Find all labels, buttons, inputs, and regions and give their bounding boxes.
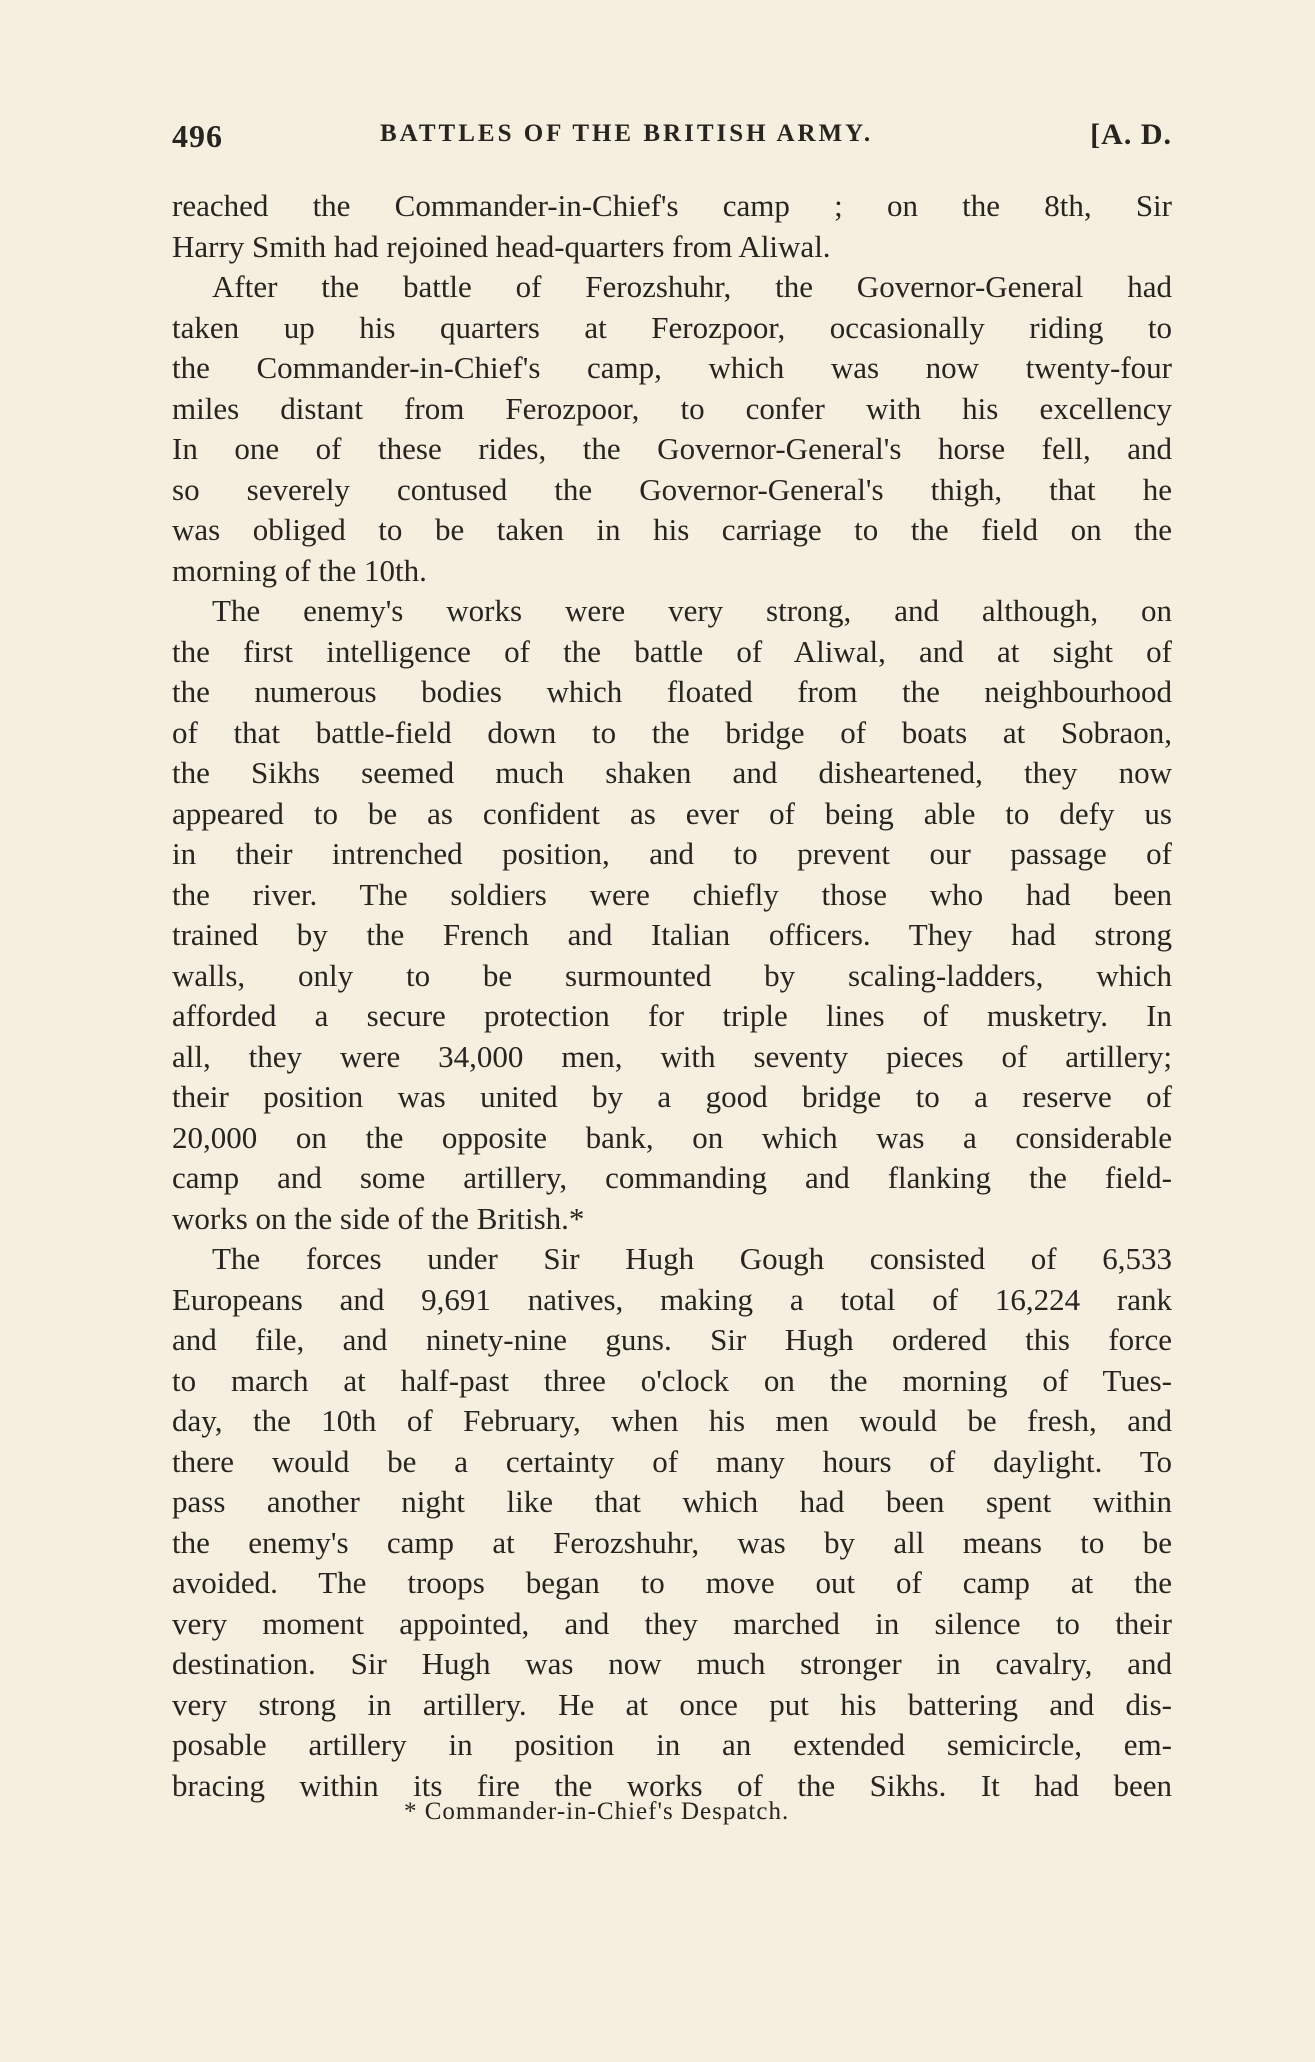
- text-line: afforded a secure protection for triple lines of musketry. In: [172, 998, 1172, 1033]
- text-line: very moment appointed, and they marched in silence to their: [172, 1605, 1172, 1641]
- text-line: was obliged to be taken in his carriage to the field on the: [172, 512, 1172, 547]
- text-line: The forces under Sir Hugh Gough consisted of 6,533: [212, 1241, 1172, 1276]
- text-line: their position was united by a good bridge to a reserve of: [172, 1079, 1172, 1114]
- text-line: In one of these rides, the Governor-General's horse fell, and: [172, 431, 1172, 466]
- text-line: taken up his quarters at Ferozpoor, occasionally riding to: [172, 309, 1172, 345]
- text-line: in their intrenched position, and to prevent our passage of: [172, 836, 1172, 871]
- book-page: [172, 118, 1172, 1825]
- text-line: the first intelligence of the battle of Aliwal, and at sight of: [172, 633, 1172, 669]
- text-line: the Commander-in-Chief's camp, which was now twenty-four: [172, 350, 1172, 385]
- text-line: trained by the French and Italian officers. They had strong: [172, 917, 1172, 952]
- footnote: * Commander-in-Chief's Despatch.: [404, 1798, 790, 1825]
- text-line: the river. The soldiers were chiefly those who had been: [172, 876, 1172, 912]
- text-line: walls, only to be surmounted by scaling-ladders, which: [172, 957, 1172, 993]
- text-line: After the battle of Ferozshuhr, the Governor-General had: [212, 269, 1172, 304]
- text-line: the enemy's camp at Ferozshuhr, was by all means to be: [172, 1524, 1172, 1560]
- text-line: appeared to be as confident as ever of being able to defy us: [172, 795, 1172, 831]
- page-number: 496: [172, 118, 223, 154]
- text-line: the numerous bodies which floated from the neighbourhood: [172, 674, 1172, 709]
- text-line: Europeans and 9,691 natives, making a total of 16,224 rank: [172, 1281, 1172, 1317]
- text-line: The enemy's works were very strong, and although, on: [212, 593, 1172, 628]
- text-line: bracing within its fire the works of the Sikhs. It had been: [172, 1767, 1172, 1803]
- text-line: camp and some artillery, commanding and flanking the field-: [172, 1160, 1172, 1195]
- text-line: very strong in artillery. He at once put his battering and dis-: [172, 1686, 1172, 1722]
- text-line: Harry Smith had rejoined head-quarters from Aliwal.: [172, 228, 831, 264]
- text-line: posable artillery in position in an extended semicircle, em-: [172, 1727, 1172, 1762]
- text-line: avoided. The troops began to move out of camp at the: [172, 1565, 1172, 1600]
- running-title: BATTLES OF THE BRITISH ARMY.: [380, 120, 874, 147]
- text-line: works on the side of the British.*: [172, 1200, 585, 1236]
- text-line: there would be a certainty of many hours of daylight. To: [172, 1443, 1172, 1479]
- text-line: so severely contused the Governor-General's thigh, that he: [172, 471, 1172, 507]
- body-text: [172, 186, 1172, 1806]
- text-line: the Sikhs seemed much shaken and disheartened, they now: [172, 755, 1172, 790]
- text-line: day, the 10th of February, when his men would be fresh, and: [172, 1403, 1172, 1438]
- text-line: all, they were 34,000 men, with seventy pieces of artillery;: [172, 1038, 1172, 1074]
- page-header: [172, 118, 1172, 158]
- text-line: of that battle-field down to the bridge of boats at Sobraon,: [172, 714, 1172, 750]
- text-line: and file, and ninety-nine guns. Sir Hugh ordered this force: [172, 1322, 1172, 1357]
- text-line: to march at half-past three o'clock on the morning of Tues-: [172, 1362, 1172, 1398]
- text-line: pass another night like that which had been spent within: [172, 1484, 1172, 1519]
- text-line: miles distant from Ferozpoor, to confer with his excellency: [172, 390, 1172, 426]
- text-line: reached the Commander-in-Chief's camp ; on the 8th, Sir: [172, 188, 1172, 223]
- text-line: morning of the 10th.: [172, 552, 427, 588]
- text-line: 20,000 on the opposite bank, on which was a considerable: [172, 1119, 1172, 1155]
- year-marker: [A. D.: [1090, 118, 1172, 151]
- text-line: destination. Sir Hugh was now much stronger in cavalry, and: [172, 1646, 1172, 1681]
